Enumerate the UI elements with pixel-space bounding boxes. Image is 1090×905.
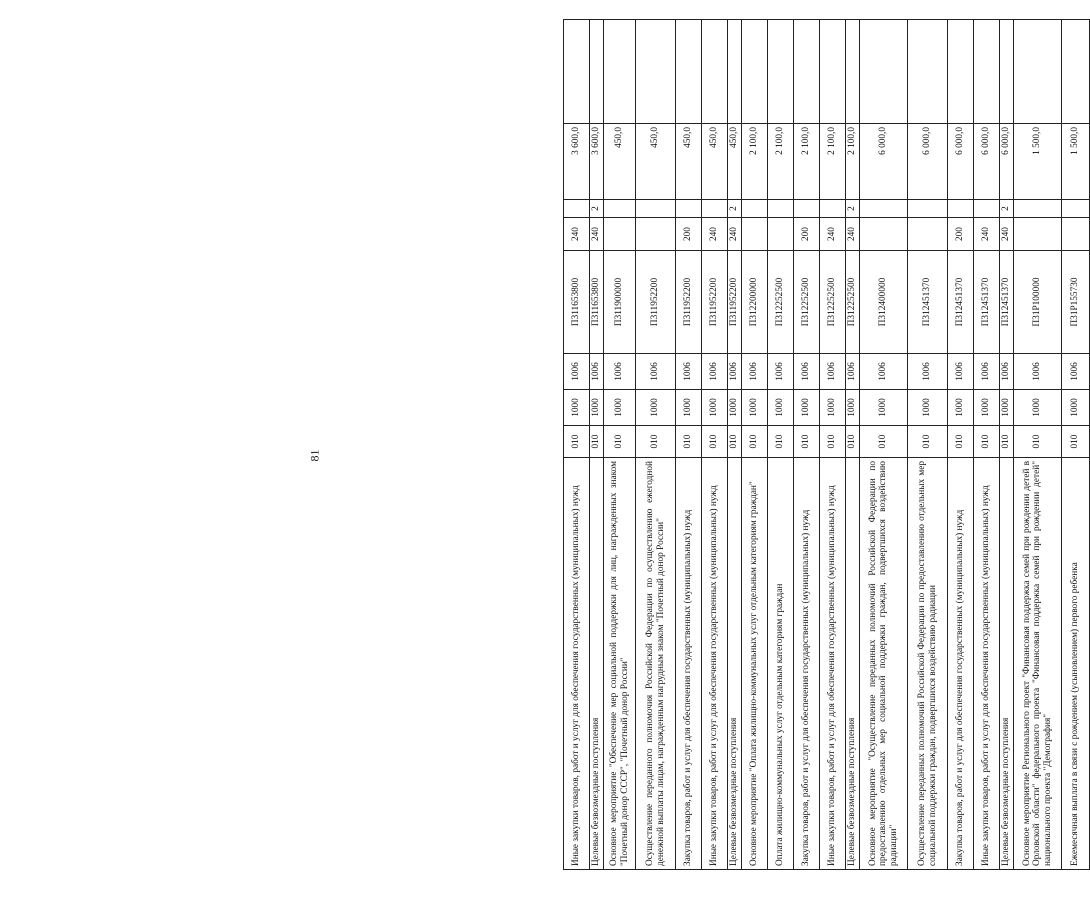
amount-extra-cell — [1062, 20, 1090, 124]
amount-extra-cell — [728, 20, 742, 124]
target-article-cell: П312451370 — [948, 251, 974, 354]
section-code-cell: 1000 — [974, 390, 1000, 426]
expense-type-cell — [742, 218, 768, 251]
target-article-cell: П311952200 — [676, 251, 702, 354]
amount-cell: 450,0 — [636, 124, 676, 200]
row-name-cell: Ежемесячная выплата в связи с рождением (усыновлением) первого ребенка — [1062, 458, 1090, 870]
table-row — [846, 20, 860, 870]
funding-flag-cell: 2 — [728, 200, 742, 218]
subsection-code-cell: 1006 — [820, 354, 846, 390]
amount-cell: 2 100,0 — [768, 124, 794, 200]
funding-flag-cell — [768, 200, 794, 218]
ved-code-cell: 010 — [908, 426, 948, 458]
row-name-cell: Основное мероприятие "Обеспечение мер социальной поддержки для лиц, награжденных знаком "Почетный донор СССР", "Почетный донор России" — [604, 458, 636, 870]
amount-extra-cell — [820, 20, 846, 124]
ved-code-cell: 010 — [820, 426, 846, 458]
funding-flag-cell — [908, 200, 948, 218]
ved-code-cell: 010 — [590, 426, 604, 458]
subsection-code-cell: 1006 — [1000, 354, 1014, 390]
table-row — [636, 20, 676, 870]
target-article-cell: П312200000 — [742, 251, 768, 354]
subsection-code-cell: 1006 — [948, 354, 974, 390]
amount-extra-cell — [860, 20, 908, 124]
funding-flag-cell — [1014, 200, 1062, 218]
funding-flag-cell — [860, 200, 908, 218]
target-article-cell: П311653800 — [590, 251, 604, 354]
amount-cell: 2 100,0 — [794, 124, 820, 200]
row-name-cell: Иные закупки товаров, работ и услуг для обеспечения государственных (муниципальных) нужд — [564, 458, 590, 870]
amount-extra-cell — [768, 20, 794, 124]
target-article-cell: П311952200 — [636, 251, 676, 354]
amount-extra-cell — [846, 20, 860, 124]
funding-flag-cell — [1062, 200, 1090, 218]
target-article-cell: П311952200 — [702, 251, 728, 354]
amount-cell: 450,0 — [702, 124, 728, 200]
amount-extra-cell — [604, 20, 636, 124]
subsection-code-cell: 1006 — [590, 354, 604, 390]
ved-code-cell: 010 — [728, 426, 742, 458]
table-row — [1062, 20, 1090, 870]
table-row — [742, 20, 768, 870]
subsection-code-cell: 1006 — [728, 354, 742, 390]
expense-type-cell — [1014, 218, 1062, 251]
section-code-cell: 1000 — [948, 390, 974, 426]
row-name-cell: Целевые безвозмездные поступления — [846, 458, 860, 870]
amount-extra-cell — [742, 20, 768, 124]
table-row — [820, 20, 846, 870]
subsection-code-cell: 1006 — [768, 354, 794, 390]
subsection-code-cell: 1006 — [794, 354, 820, 390]
budget-table-body — [564, 20, 1090, 870]
ved-code-cell: 010 — [768, 426, 794, 458]
expense-type-cell — [908, 218, 948, 251]
amount-cell: 1 500,0 — [1014, 124, 1062, 200]
ved-code-cell: 010 — [974, 426, 1000, 458]
expense-type-cell — [636, 218, 676, 251]
target-article-cell: П312400000 — [860, 251, 908, 354]
subsection-code-cell: 1006 — [742, 354, 768, 390]
funding-flag-cell: 2 — [1000, 200, 1014, 218]
section-code-cell: 1000 — [742, 390, 768, 426]
table-row — [908, 20, 948, 870]
ved-code-cell: 010 — [1014, 426, 1062, 458]
amount-extra-cell — [794, 20, 820, 124]
funding-flag-cell — [974, 200, 1000, 218]
ved-code-cell: 010 — [846, 426, 860, 458]
section-code-cell: 1000 — [1062, 390, 1090, 426]
section-code-cell: 1000 — [590, 390, 604, 426]
subsection-code-cell: 1006 — [702, 354, 728, 390]
row-name-cell: Закупка товаров, работ и услуг для обеспечения государственных (муниципальных) нужд — [794, 458, 820, 870]
subsection-code-cell: 1006 — [908, 354, 948, 390]
table-row — [768, 20, 794, 870]
subsection-code-cell: 1006 — [676, 354, 702, 390]
section-code-cell: 1000 — [564, 390, 590, 426]
target-article-cell: П31Р155730 — [1062, 251, 1090, 354]
section-code-cell: 1000 — [794, 390, 820, 426]
section-code-cell: 1000 — [604, 390, 636, 426]
row-name-cell: Иные закупки товаров, работ и услуг для обеспечения государственных (муниципальных) нужд — [820, 458, 846, 870]
amount-extra-cell — [1014, 20, 1062, 124]
amount-cell: 2 100,0 — [742, 124, 768, 200]
ved-code-cell: 010 — [860, 426, 908, 458]
subsection-code-cell: 1006 — [846, 354, 860, 390]
expense-type-cell: 200 — [676, 218, 702, 251]
expense-type-cell — [768, 218, 794, 251]
expense-type-cell: 240 — [1000, 218, 1014, 251]
amount-cell: 450,0 — [604, 124, 636, 200]
table-row — [860, 20, 908, 870]
row-name-cell: Закупка товаров, работ и услуг для обеспечения государственных (муниципальных) нужд — [676, 458, 702, 870]
expense-type-cell — [1062, 218, 1090, 251]
budget-table — [563, 19, 1090, 870]
ved-code-cell: 010 — [604, 426, 636, 458]
section-code-cell: 1000 — [820, 390, 846, 426]
row-name-cell: Основное мероприятие Регионального проект "Финансовая поддержка семей при рождении детей в Орловской области" федерального проекта "Финансовая поддержка семей при рождении детей" национального проекта "Демография" — [1014, 458, 1062, 870]
table-row — [728, 20, 742, 870]
ved-code-cell: 010 — [702, 426, 728, 458]
expense-type-cell: 200 — [794, 218, 820, 251]
subsection-code-cell: 1006 — [636, 354, 676, 390]
section-code-cell: 1000 — [1000, 390, 1014, 426]
funding-flag-cell — [702, 200, 728, 218]
expense-type-cell: 240 — [974, 218, 1000, 251]
funding-flag-cell — [636, 200, 676, 218]
section-code-cell: 1000 — [1014, 390, 1062, 426]
amount-extra-cell — [1000, 20, 1014, 124]
target-article-cell: П31Р100000 — [1014, 251, 1062, 354]
amount-extra-cell — [590, 20, 604, 124]
subsection-code-cell: 1006 — [564, 354, 590, 390]
table-row — [1000, 20, 1014, 870]
funding-flag-cell — [742, 200, 768, 218]
table-row — [702, 20, 728, 870]
amount-cell: 6 000,0 — [908, 124, 948, 200]
funding-flag-cell — [604, 200, 636, 218]
target-article-cell: П311952200 — [728, 251, 742, 354]
funding-flag-cell — [820, 200, 846, 218]
table-row — [590, 20, 604, 870]
amount-cell: 6 000,0 — [860, 124, 908, 200]
row-name-cell: Основное мероприятие "Оплата жилищно-коммунальных услуг отдельным категориям граждан" — [742, 458, 768, 870]
amount-cell: 2 100,0 — [820, 124, 846, 200]
row-name-cell: Оплата жилищно-коммунальных услуг отдельным категориям граждан — [768, 458, 794, 870]
row-name-cell: Иные закупки товаров, работ и услуг для обеспечения государственных (муниципальных) нужд — [974, 458, 1000, 870]
expense-type-cell — [860, 218, 908, 251]
amount-extra-cell — [636, 20, 676, 124]
target-article-cell: П312252500 — [820, 251, 846, 354]
table-row — [676, 20, 702, 870]
table-row — [948, 20, 974, 870]
amount-extra-cell — [676, 20, 702, 124]
amount-extra-cell — [702, 20, 728, 124]
expense-type-cell: 240 — [564, 218, 590, 251]
table-row — [1014, 20, 1062, 870]
amount-cell: 6 000,0 — [948, 124, 974, 200]
table-row — [564, 20, 590, 870]
ved-code-cell: 010 — [636, 426, 676, 458]
table-row — [794, 20, 820, 870]
table-row — [604, 20, 636, 870]
row-name-cell: Целевые безвозмездные поступления — [1000, 458, 1014, 870]
expense-type-cell: 240 — [846, 218, 860, 251]
expense-type-cell: 240 — [702, 218, 728, 251]
section-code-cell: 1000 — [860, 390, 908, 426]
section-code-cell: 1000 — [636, 390, 676, 426]
target-article-cell: П312252500 — [768, 251, 794, 354]
funding-flag-cell — [676, 200, 702, 218]
subsection-code-cell: 1006 — [604, 354, 636, 390]
subsection-code-cell: 1006 — [974, 354, 1000, 390]
funding-flag-cell — [948, 200, 974, 218]
page-number: 81 — [307, 449, 322, 462]
target-article-cell: П311653800 — [564, 251, 590, 354]
target-article-cell: П312252500 — [794, 251, 820, 354]
funding-flag-cell: 2 — [846, 200, 860, 218]
section-code-cell: 1000 — [768, 390, 794, 426]
row-name-cell: Целевые безвозмездные поступления — [728, 458, 742, 870]
amount-cell: 450,0 — [676, 124, 702, 200]
amount-extra-cell — [908, 20, 948, 124]
target-article-cell: П312451370 — [908, 251, 948, 354]
target-article-cell: П312252500 — [846, 251, 860, 354]
amount-cell: 6 000,0 — [974, 124, 1000, 200]
subsection-code-cell: 1006 — [1062, 354, 1090, 390]
section-code-cell: 1000 — [728, 390, 742, 426]
funding-flag-cell — [564, 200, 590, 218]
amount-cell: 2 100,0 — [846, 124, 860, 200]
funding-flag-cell: 2 — [590, 200, 604, 218]
target-article-cell: П311900000 — [604, 251, 636, 354]
funding-flag-cell — [794, 200, 820, 218]
subsection-code-cell: 1006 — [1014, 354, 1062, 390]
amount-cell: 3 600,0 — [590, 124, 604, 200]
section-code-cell: 1000 — [908, 390, 948, 426]
section-code-cell: 1000 — [846, 390, 860, 426]
expense-type-cell: 240 — [728, 218, 742, 251]
ved-code-cell: 010 — [948, 426, 974, 458]
ved-code-cell: 010 — [794, 426, 820, 458]
ved-code-cell: 010 — [1062, 426, 1090, 458]
amount-cell: 450,0 — [728, 124, 742, 200]
amount-cell: 1 500,0 — [1062, 124, 1090, 200]
subsection-code-cell: 1006 — [860, 354, 908, 390]
table-row — [974, 20, 1000, 870]
section-code-cell: 1000 — [676, 390, 702, 426]
row-name-cell: Иные закупки товаров, работ и услуг для обеспечения государственных (муниципальных) нужд — [702, 458, 728, 870]
row-name-cell: Осуществление переданного полномочия Российской Федерации по осуществлению ежегодной денежной выплаты лицам, награжденным нагрудным знаком "Почетный донор России" — [636, 458, 676, 870]
ved-code-cell: 010 — [742, 426, 768, 458]
amount-extra-cell — [974, 20, 1000, 124]
budget-table-wrapper — [563, 20, 1081, 870]
amount-extra-cell — [948, 20, 974, 124]
ved-code-cell: 010 — [1000, 426, 1014, 458]
row-name-cell: Закупка товаров, работ и услуг для обеспечения государственных (муниципальных) нужд — [948, 458, 974, 870]
expense-type-cell — [604, 218, 636, 251]
ved-code-cell: 010 — [564, 426, 590, 458]
amount-cell: 6 000,0 — [1000, 124, 1014, 200]
row-name-cell: Целевые безвозмездные поступления — [590, 458, 604, 870]
expense-type-cell: 240 — [590, 218, 604, 251]
amount-cell: 3 600,0 — [564, 124, 590, 200]
expense-type-cell: 200 — [948, 218, 974, 251]
target-article-cell: П312451370 — [1000, 251, 1014, 354]
row-name-cell: Осуществление переданных полномочий Российской Федерации по предоставлению отдельных мер социальной поддержки граждан, подвергшихся воздействию радиации — [908, 458, 948, 870]
expense-type-cell: 240 — [820, 218, 846, 251]
row-name-cell: Основное мероприятие "Осуществление переданных полномочий Российской Федерации по предоставлению отдельных мер социальной поддержки граждан, подвергшихся воздействию радиации" — [860, 458, 908, 870]
section-code-cell: 1000 — [702, 390, 728, 426]
amount-extra-cell — [564, 20, 590, 124]
target-article-cell: П312451370 — [974, 251, 1000, 354]
ved-code-cell: 010 — [676, 426, 702, 458]
